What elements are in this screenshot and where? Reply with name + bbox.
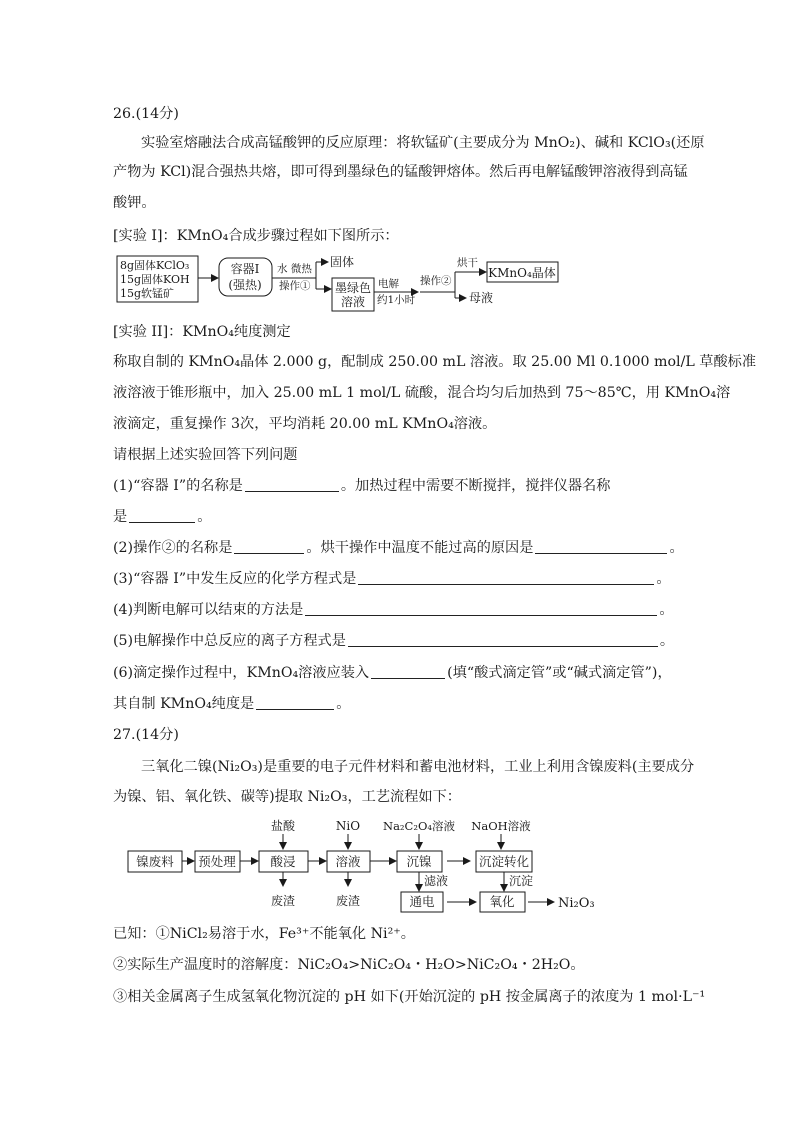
q26-intro-line-1: 实验室熔融法合成高锰酸钾的反应原理：将软锰矿(主要成分为 MnO₂)、碱和 KClO₃(还原: [141, 135, 705, 151]
questions-prompt: 请根据上述实验回答下列问题: [113, 447, 298, 463]
waste-residue-1: 废渣: [270, 894, 296, 908]
flow2-box-conversion-label: 沉淀转化: [478, 854, 530, 869]
question-4: (4)判断电解可以结束的方法是 。: [113, 602, 674, 618]
answer-blank-2a[interactable]: [234, 539, 304, 554]
step1-label-bottom: 操作①: [279, 280, 311, 292]
solid-label: 固体: [330, 255, 355, 269]
step1-label-top: 水 微热: [277, 263, 312, 275]
answer-blank-5[interactable]: [348, 632, 658, 647]
flow2-product: Ni₂O₃: [558, 896, 595, 911]
answer-blank-6b[interactable]: [256, 695, 334, 710]
flow2-box-pretreat-label: 预处理: [198, 854, 236, 869]
question-1: (1)“容器 I”的名称是 。加热过程中需要不断搅拌，搅拌仪器名称: [113, 478, 611, 494]
green-solution-line-1: 墨绿色: [334, 281, 372, 295]
exp2-text-2: 液溶液于锥形瓶中，加入 25.00 mL 1 mol/L 硫酸，混合均匀后加热到 75～85℃，用 KMnO₄溶: [113, 385, 731, 401]
reagent-koh: 15g固体KOH: [120, 273, 190, 286]
green-solution-line-2: 溶液: [340, 295, 366, 309]
q27-header: 27.(14分): [113, 727, 179, 743]
question-1-cont: 是 。: [113, 509, 212, 525]
answer-blank-3[interactable]: [358, 570, 654, 585]
answer-blank-4[interactable]: [305, 601, 657, 616]
exp2-text-3: 液滴定，重复操作 3次，平均消耗 20.00 mL KMnO₄溶液。: [113, 416, 497, 432]
vessel-label: 容器I: [230, 262, 260, 276]
flow2-box-oxidation-label: 氧化: [489, 894, 515, 909]
dry-label: 烘干: [457, 257, 478, 269]
input-nio: NiO: [335, 819, 361, 833]
exp2-title: [实验 II]：KMnO₄纯度测定: [113, 324, 291, 340]
q27-intro-line-1: 三氧化二镍(Ni₂O₃)是重要的电子元件材料和蓄电池材料，工业上利用含镍废料(主要成分: [141, 759, 695, 775]
known-3: ③相关金属离子生成氢氧化物沉淀的 pH 如下(开始沉淀的 pH 按金属离子的浓度为 1 mol·L⁻¹: [113, 989, 706, 1005]
input-na2c2o4: Na₂C₂O₄溶液: [383, 819, 455, 833]
exp2-text-1: 称取自制的 KMnO₄晶体 2.000 g，配制成 250.00 mL 溶液。取 25.00 Ml 0.1000 mol/L 草酸标准: [113, 354, 757, 370]
vessel-note: (强热): [228, 278, 262, 292]
waste-residue-2: 废渣: [335, 894, 361, 908]
question-6: (6)滴定操作过程中，KMnO₄溶液应装入 (填“酸式滴定管”或“碱式滴定管”)，: [113, 665, 672, 681]
answer-blank-2b[interactable]: [535, 539, 667, 554]
known-1: 已知：①NiCl₂易溶于水，Fe³⁺不能氧化 Ni²⁺。: [113, 926, 415, 942]
input-naoh: NaOH溶液: [471, 819, 531, 833]
flow2-box-electrolysis-label: 通电: [409, 894, 435, 909]
flow-diagram-2: [128, 818, 595, 912]
exp1-title: [实验 I]：KMnO₄合成步骤过程如下图所示：: [113, 228, 399, 244]
precipitate-label: 沉淀: [509, 874, 534, 888]
reagent-kclo3: 8g固体KClO₃: [120, 259, 190, 272]
input-hcl: 盐酸: [270, 819, 296, 833]
answer-blank-6a[interactable]: [371, 664, 445, 679]
question-6-cont: 其自制 KMnO₄纯度是 。: [113, 696, 351, 712]
flow2-box-waste-nickel-label: 镍废料: [136, 854, 174, 869]
reagent-mno2: 15g软锰矿: [120, 287, 175, 300]
electrolysis-label: 电解: [378, 278, 399, 290]
flow2-box-solution-label: 溶液: [335, 854, 361, 869]
answer-blank-1b[interactable]: [129, 508, 195, 523]
electrolysis-time: 约1小时: [377, 294, 416, 306]
q26-header: 26.(14分): [113, 106, 179, 122]
flow2-box-acid-leach-label: 酸浸: [270, 854, 296, 869]
answer-blank-1a[interactable]: [245, 477, 339, 492]
question-3: (3)“容器 I”中发生反应的化学方程式是 。: [113, 571, 671, 587]
q26-intro-line-3: 酸钾。: [113, 195, 156, 211]
op2-label: 操作②: [420, 275, 452, 287]
question-5: (5)电解操作中总反应的离子方程式是 。: [113, 633, 675, 649]
filtrate-label: 滤液: [424, 874, 449, 888]
product-label: KMnO₄晶体: [488, 266, 556, 280]
q26-intro-line-2: 产物为 KCl)混合强热共熔，即可得到墨绿色的锰酸钾熔体。然后再电解锰酸钾溶液得到高锰: [113, 164, 688, 180]
flow2-box-precip-ni-label: 沉镍: [406, 854, 432, 869]
mother-liquor-label: 母液: [469, 291, 494, 305]
known-2: ②实际生产温度时的溶解度：NiC₂O₄>NiC₂O₄・H₂O>NiC₂O₄・2H₂O。: [113, 957, 585, 973]
question-2: (2)操作②的名称是 。烘干操作中温度不能过高的原因是 。: [113, 540, 684, 556]
q27-intro-line-2: 为镍、铝、氧化铁、碳等)提取 Ni₂O₃，工艺流程如下：: [113, 789, 461, 805]
